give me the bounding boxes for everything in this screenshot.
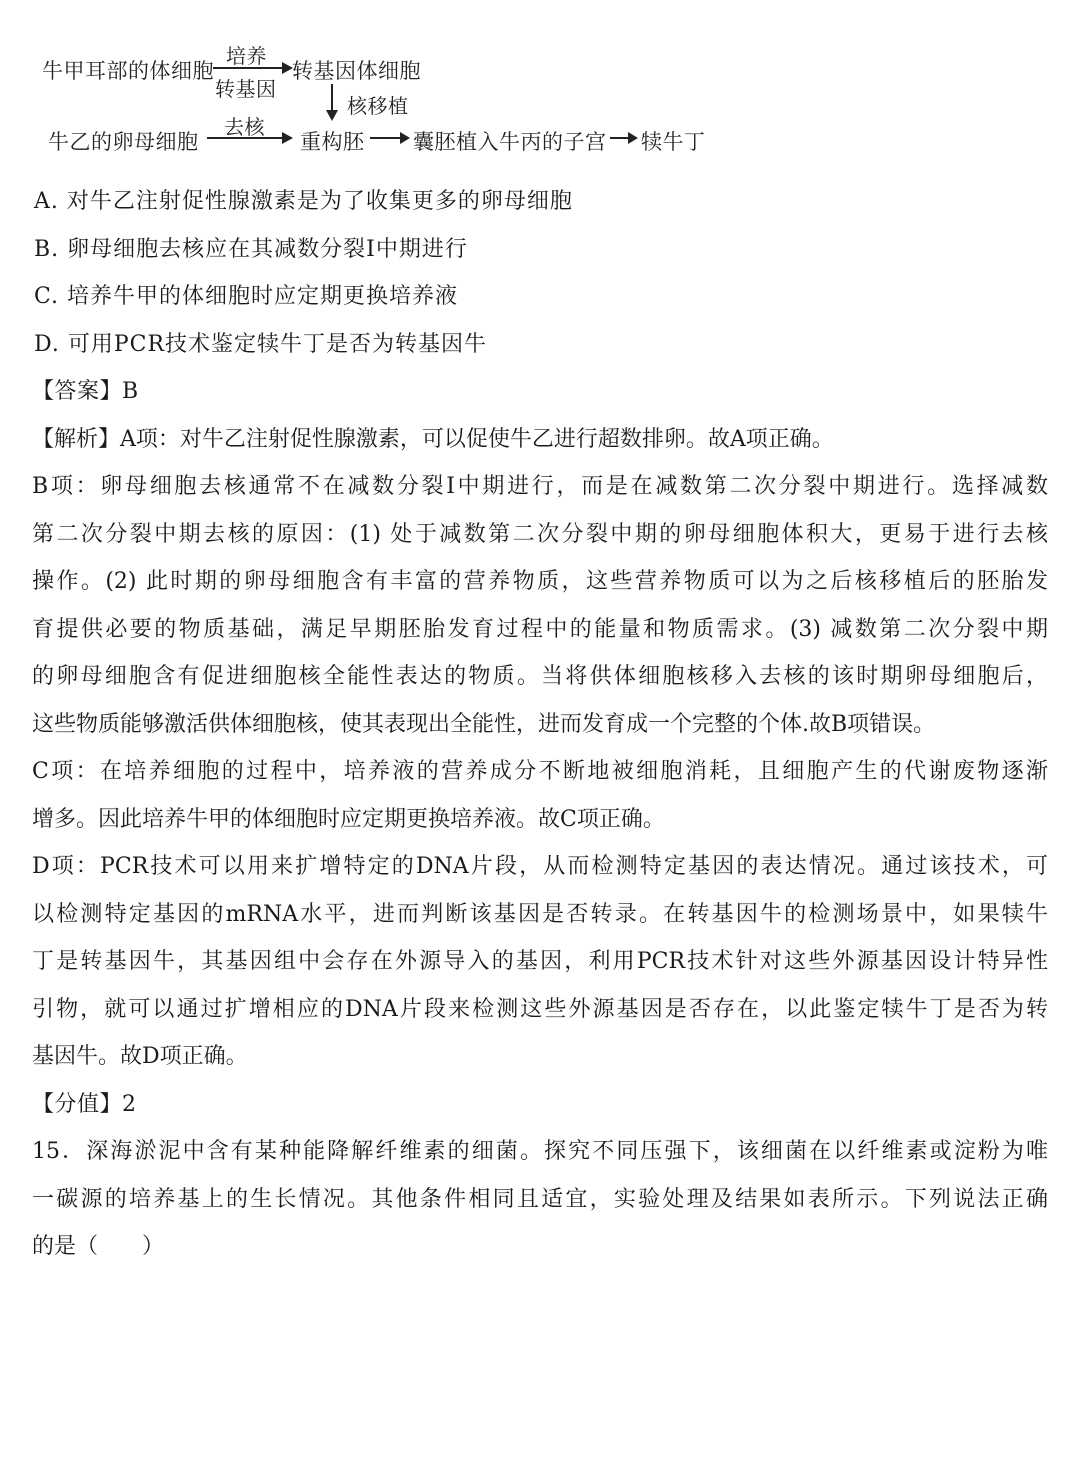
option-b-text: 卵母细胞去核应在其减数分裂Ⅰ中期进行 (67, 236, 468, 262)
option-d (32, 321, 1048, 369)
label-transgene: 转基因 (215, 77, 277, 101)
flow-diagram (0, 0, 1080, 165)
answer-line: 【答案】B (32, 379, 139, 404)
analysis-line: D项：PCR技术可以用来扩增特定的DNA片段，从而检测特定基因的表达情况。通过该技术，可 (32, 854, 1048, 879)
node-blastocyst-implant: 囊胚植入牛丙的子宫 (413, 130, 607, 154)
node-oocyte-b: 牛乙的卵母细胞 (48, 130, 199, 154)
arrow-enucleate-head (282, 132, 293, 144)
option-a-text: 对牛乙注射促性腺激素是为了收集更多的卵母细胞 (66, 189, 573, 214)
label-nuclear-transfer: 核移植 (347, 94, 409, 118)
node-somatic-cell-a: 牛甲耳部的体细胞 (42, 59, 214, 83)
option-d-label: D. (34, 331, 60, 357)
analysis-line: C项：在培养细胞的过程中，培养液的营养成分不断地被细胞消耗，且细胞产生的代谢废物逐渐 (32, 759, 1048, 784)
label-culture: 培养 (226, 44, 267, 68)
analysis-line: 以检测特定基因的mRNA水平，进而判断该基因是否转录。在转基因牛的检测场景中，如果犊牛 (32, 901, 1048, 927)
arrow-nuclear-transfer-head (326, 110, 338, 121)
question-15-line: 的是（ ） (32, 1234, 165, 1259)
option-a (32, 178, 1048, 226)
node-calf-ding: 犊牛丁 (641, 130, 706, 154)
analysis-line: 第二次分裂中期去核的原因：(1) 处于减数第二次分裂中期的卵母细胞体积大，更易于进行去核 (32, 521, 1048, 547)
arrow-implant-head (628, 132, 638, 144)
option-b (32, 226, 1048, 274)
option-c-text: 培养牛甲的体细胞时应定期更换培养液 (67, 284, 459, 309)
question-content (32, 178, 1048, 1271)
option-c-label: C. (34, 284, 60, 309)
analysis-line: B项：卵母细胞去核通常不在减数分裂Ⅰ中期进行，而是在减数第二次分裂中期进行。选择减数 (32, 474, 1048, 499)
analysis-line: 育提供必要的物质基础，满足早期胚胎发育过程中的能量和物质需求。(3) 减数第二次分裂中期 (32, 616, 1048, 642)
analysis-line: 操作。(2) 此时期的卵母细胞含有丰富的营养物质，这些营养物质可以为之后核移植后的胚胎发 (32, 569, 1048, 594)
option-c (32, 273, 1048, 321)
arrow-embryo-head (400, 132, 410, 144)
analysis-line: 【解析】A项：对牛乙注射促性腺激素，可以促使牛乙进行超数排卵。故A项正确。 (32, 426, 834, 452)
question-15-line: 一碳源的培养基上的生长情况。其他条件相同且适宜，实验处理及结果如表所示。下列说法正确 (32, 1186, 1048, 1212)
question-15-line: 15．深海淤泥中含有某种能降解纤维素的细菌。探究不同压强下，该细菌在以纤维素或淀粉为唯 (32, 1139, 1048, 1164)
node-reconstructed-embryo: 重构胚 (300, 130, 365, 154)
node-transgenic-cell: 转基因体细胞 (292, 59, 421, 83)
analysis-line: 引物，就可以通过扩增相应的DNA片段来检测这些外源基因是否存在，以此鉴定犊牛丁是否为转 (32, 996, 1048, 1022)
option-b-label: B. (34, 236, 60, 262)
analysis-line: 增多。因此培养牛甲的体细胞时应定期更换培养液。故C项正确。 (32, 806, 665, 832)
label-enucleate: 去核 (224, 115, 265, 139)
analysis-line: 这些物质能够激活供体细胞核，使其表现出全能性，进而发育成一个完整的个体.故B项错误。 (32, 711, 936, 737)
option-d-text: 可用PCR技术鉴定犊牛丁是否为转基因牛 (67, 331, 488, 357)
option-a-label: A. (34, 189, 59, 214)
analysis-line: 的卵母细胞含有促进细胞核全能性表达的物质。当将供体细胞核移入去核的该时期卵母细胞后， (32, 664, 1048, 689)
score-line: 【分值】2 (32, 1091, 137, 1117)
analysis-line: 丁是转基因牛，其基因组中会存在外源导入的基因，利用PCR技术针对这些外源基因设计特异性 (32, 949, 1048, 974)
analysis-line: 基因牛。故D项正确。 (32, 1044, 248, 1069)
